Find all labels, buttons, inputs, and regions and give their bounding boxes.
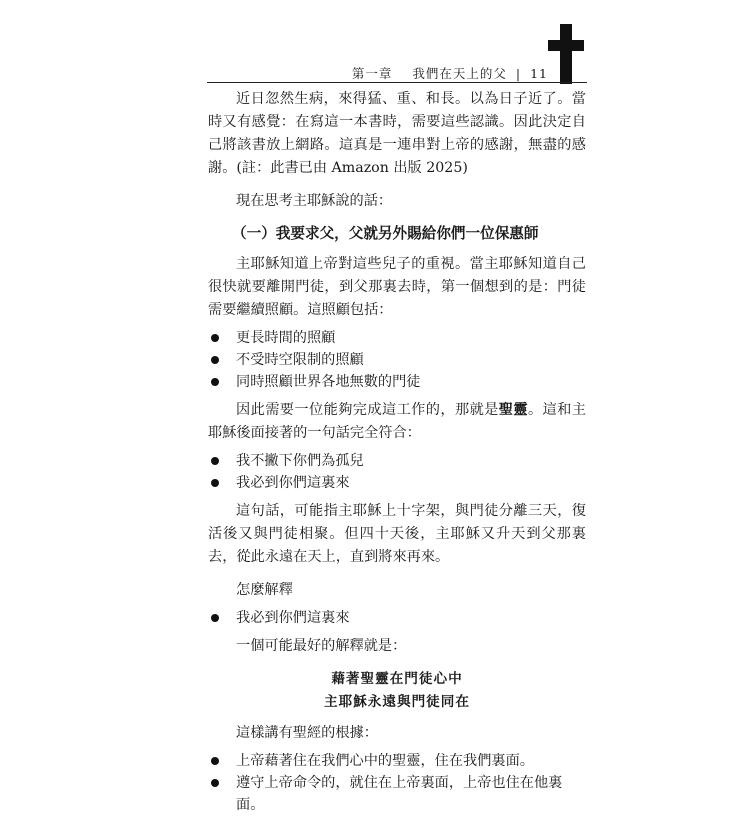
list-item: 更長時間的照顧 [208,327,586,349]
page-body [208,88,586,822]
page-number: 11 [530,66,548,81]
bullet-icon [211,757,219,765]
cross-icon [548,24,584,84]
paragraph-question: 怎麼解釋 [236,582,293,598]
question-list [208,607,586,629]
bullet-icon [211,378,219,386]
chapter-label: 第一章 [351,66,393,81]
list-item: 我必到你們這裏來 [208,472,586,494]
centered-line-1: 藉著聖靈在門徒心中 [331,671,463,687]
paragraph-basis: 這樣講有聖經的根據： [236,725,378,741]
list-item: 我必到你們這裏來 [208,607,586,629]
promise-list [208,450,586,494]
list-item: 我不撇下你們為孤兒 [208,450,586,472]
paragraph-reflect: 現在思考主耶穌說的話： [236,193,393,209]
bullet-icon [211,779,219,787]
paragraph-spirit: 因此需要一位能夠完成這工作的，那就是聖靈。這和主耶穌後面接著的一句話完全符合： [208,402,586,441]
paragraph-explanation: 一個可能最好的解釋就是： [236,638,407,654]
bullet-icon [211,356,219,364]
paragraph-ascension: 這句話，可能指主耶穌上十字架，與門徒分離三天，復活後又與門徒相聚。但四十天後，主耶穌又升天到父那裏去，從此永遠在天上，直到將來再來。 [208,503,586,565]
running-head [352,64,548,82]
bullet-icon [211,479,219,487]
list-item: 不受時空限制的照顧 [208,349,586,371]
care-list [208,327,586,393]
list-item: 同時照顧世界各地無數的門徒 [208,371,586,393]
paragraph-intro: 近日忽然生病，來得猛、重、和長。以為日子近了。當時又有感覺：在寫這一本書時，需要這些認識。因此決定自己將該書放上網路。這真是一連串對上帝的感謝，無盡的感謝。(註：此書已由 Amazon 出版 2025) [208,91,586,176]
scripture-list [208,750,586,816]
header-separator: | [515,66,522,81]
chapter-title: 我們在天上的父 [412,66,507,81]
emphasis-holy-spirit: 聖靈 [498,402,528,418]
list-item: 上帝藉著住在我們心中的聖靈，住在我們裏面。 [208,750,586,772]
centered-line-2: 主耶穌永遠與門徒同在 [324,694,470,710]
bullet-icon [211,614,219,622]
bullet-icon [211,457,219,465]
bullet-icon [211,334,219,342]
section-heading: （一）我要求父，父就另外賜給你們一位保惠師 [232,225,539,242]
header-rule [207,82,587,83]
paragraph-care: 主耶穌知道上帝對這些兒子的重視。當主耶穌知道自己很快就要離開門徒，到父那裏去時，第一個想到的是：門徒需要繼續照顧。這照顧包括： [208,256,586,318]
list-item: 遵守上帝命令的，就住在上帝裏面，上帝也住在他裏面。 [208,772,586,816]
